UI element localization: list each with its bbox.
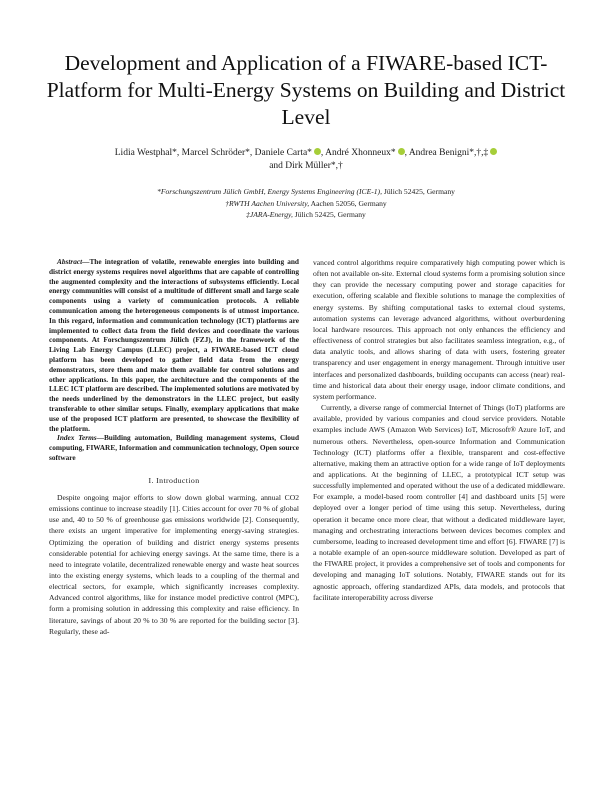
orcid-icon[interactable]: [398, 148, 405, 155]
author-names-line2: and Dirk Müller*,†: [269, 161, 343, 171]
paper-title: Development and Application of a FIWARE-based ICT-Platform for Multi-Energy Systems on Building and District Level: [46, 51, 566, 129]
author-names-part3: , Andrea Benigni*,†,‡: [404, 148, 489, 158]
introduction-paragraph: Despite ongoing major efforts to slow down global warming, annual CO2 emissions continue to increase steadily [1]. Cities account for over 70 % of global use and, 40 to 50 % of greenhouse gas emissions worldwide [2]. Consequently, there exists an urgent imperative for implementing energy-saving strategies. Optimizing the operation of building and district energy systems presents considerable potential for achieving energy savings. At the same time, there is a need to integrate volatile, decentralized renewable energy and waste heat sources into the existing energy systems, which leads to a coupling of the thermal and electrical sectors, for example, which significantly increases complexity. Advanced control algorithms, like for instance model predictive control (MPC), form a promising solution in addressing this complexity and raise efficiency. In literature, savings of about 20 % to 30 % are reported for the building sector [3]. Regularly, these ad-: [49, 492, 299, 636]
affiliation-2: †RWTH Aachen University, Aachen 52056, Germany: [225, 198, 387, 208]
right-column: [313, 257, 565, 603]
abstract-text: —The integration of volatile, renewable energies into building and district energy systems requires novel algorithms that are capable of controlling the augmented complexity and the interactions of subsystems efficiently. Local energy communities will consist of a multitude of different small and large scale components using a variety of communication protocols. A reliable communication among the heterogeneous components is of utmost importance. In this regard, information and communication technology (ICT) platforms are implemented to collect data from the field devices and coordinate the various components. At Forschungszentrum Jülich (FZJ), in the framework of the Living Lab Energy Campus (LLEC) project, a FIWARE-based ICT cloud platform has been developed to gather field data from the energy demonstrators, store them and make them available for control solutions and other applications. In this paper, the architecture and the components of the LLEC ICT platform are described. The implemented solutions are motivated by the needs underlined by the demonstrators in the LLEC project, but easily transferable to other similar setups. Finally, exemplary applications that make use of the proposed ICT platform are presented, to showcase the flexibility of the platform.: [49, 257, 299, 433]
body-paragraph-continued: vanced control algorithms require comparatively high computing power which is often not available on-site. External cloud systems form a promising solution since they can provide the necessary computing power and storage capacities for execution, offering scalable and flexible solutions to manage the complexities of energy systems. By shifting computational tasks to external cloud systems, automation systems can leverage advanced algorithms, without overburdening local hardware resources. This approach not only enhances the efficiency and effectiveness of control strategies but also facilitates seamless integration, e.g., of data analytic tools, and allows sharing of data with users, fostering greater transparency and user engagement in energy management. Through intuitive user interfaces and personalized dashboards, building occupants can access (near) real-time and historical data about their energy usage, indoor climate conditions, and system performance.: [313, 258, 565, 401]
left-column: [49, 257, 299, 637]
author-names-part2: , André Xhonneux*: [320, 148, 396, 158]
orcid-icon[interactable]: [314, 148, 321, 155]
affiliation-1: *Forschungszentrum Jülich GmbH, Energy Systems Engineering (ICE-1), Jülich 52425, Germany: [157, 187, 455, 196]
index-terms-text: —Building automation, Building management systems, Cloud computing, FIWARE, Information and communication technology, Open source software: [49, 433, 300, 462]
abstract: [49, 257, 299, 433]
affiliation-3: ‡JARA-Energy, Jülich 52425, Germany: [246, 210, 366, 219]
author-list: [40, 147, 572, 173]
orcid-icon[interactable]: [490, 148, 497, 155]
index-terms-label: Index Terms: [57, 433, 97, 443]
body-paragraph: Currently, a diverse range of commercial Internet of Things (IoT) platforms are available, provided by various companies and cloud service providers. Notable examples include AWS (Amazon Web Services) IoT, Microsoft® Azure IoT, and numerous others. Nevertheless, open-source Information and Communication Technology (ICT) platforms offer a flexible, transparent and cost-effective alternative, making them an attractive option for a wide range of IoT deployments and applications. At the beginning of LLEC, a prototypical ICT setup was successfully implemented and operated without the use of a dedicated middleware. For example, a model-based room controller [4] and dashboard units [5] were deployed over a longer period of time using this setup. Nevertheless, during operation it became once more clear, that without a dedicated middleware layer, managing and orchestrating interactions between devices becomes complex and cumbersome, leading to increased development time and effort [6]. FIWARE [7] is a notable example of an open-source middleware solution. Developed as part of the FIWARE project, it provides a comprehensive set of tools and components for developing and managing IoT solutions. Notably, FIWARE stands out for its agnostic approach, offering standardized APIs, data models, and protocols that facilitate interoperability across diverse: [313, 403, 565, 602]
section-heading-introduction: I. Introduction: [148, 475, 200, 485]
affiliations: [40, 186, 572, 221]
author-names-part1: Lidia Westphal*, Marcel Schröder*, Daniele Carta*: [114, 148, 312, 158]
abstract-label: Abstract: [57, 257, 83, 266]
index-terms: [49, 433, 299, 462]
